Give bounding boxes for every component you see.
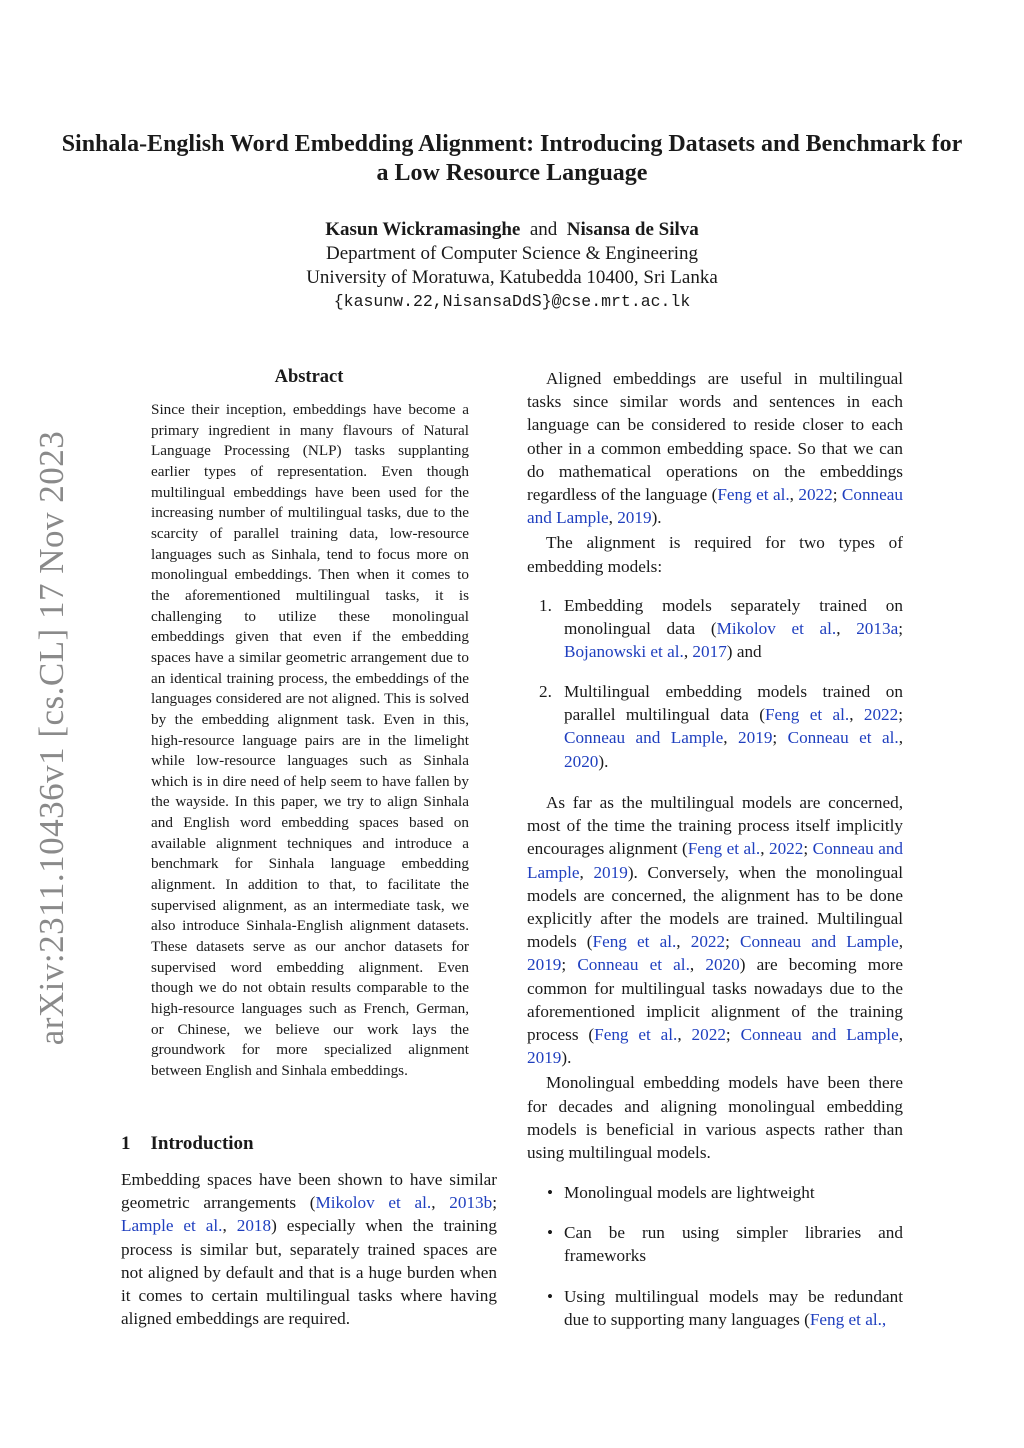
author-2: Nisansa de Silva <box>566 219 699 240</box>
bullet-item <box>527 1181 903 1204</box>
text-run: ; <box>803 839 813 859</box>
author-and: and <box>529 219 558 240</box>
text-run: , <box>849 705 864 725</box>
right-paragraph-4: Monolingual embedding models have been there for decades and aligning monolingual embedding models is beneficial in various aspects rather than using multilingual models. <box>527 1073 903 1163</box>
citation-link[interactable]: Feng et al. <box>687 839 761 859</box>
citation-link[interactable]: 2022 <box>691 1025 726 1045</box>
text-run: ; <box>772 728 788 748</box>
text-run: , <box>789 485 799 505</box>
text-run: , <box>677 1025 692 1045</box>
text-run: ; <box>725 932 741 952</box>
text-run: ). Conversely, when the monolingual models are concerned, the alignment has to be done explicitly after the models are trained. Multilingual models ( <box>527 862 903 952</box>
citation-link[interactable]: 2022 <box>690 932 726 952</box>
text-run: , <box>579 862 594 882</box>
text-run: As far as the multilingual models are concerned, most of the time the training process itself implicitly encourages alignment ( <box>527 793 903 859</box>
text-run: ) especially when the training process is similar but, separately trained spaces are not aligned by default and that is a huge burden when it comes to certain multilingual tasks where having aligned embeddings are required. <box>121 1216 497 1329</box>
citation-link[interactable]: Feng et al., <box>809 1310 887 1330</box>
bullet-item <box>527 1221 903 1267</box>
text-run: ) and <box>726 642 762 662</box>
text-run: ). <box>561 1048 572 1068</box>
citation-link[interactable]: 2019 <box>617 508 652 528</box>
citation-link[interactable]: Feng et al. <box>764 705 850 725</box>
text-run: , <box>898 1025 903 1045</box>
abstract-heading: Abstract <box>274 367 344 387</box>
email: {kasunw.22,NisansaDdS}@cse.mrt.ac.lk <box>333 292 691 311</box>
list-item <box>527 594 903 664</box>
citation-link[interactable]: Conneau and Lample <box>740 932 899 952</box>
citation-link[interactable]: Mikolov et al. <box>315 1193 432 1213</box>
list-marker: 1. <box>539 596 552 615</box>
citation-link[interactable]: Conneau and Lample <box>564 728 724 748</box>
text-run: ). <box>651 508 662 528</box>
citation-link[interactable]: Conneau and Lample <box>527 485 904 528</box>
arxiv-sidebar-id: arXiv:2311.10436v1 [cs.CL] 17 Nov 2023 <box>32 430 71 1046</box>
citation-link[interactable]: Bojanowski et al. <box>564 642 684 662</box>
citation-link[interactable]: Lample et al. <box>121 1216 223 1236</box>
text-run: ) are becoming more common for multilingual tasks nowadays due to the aforementioned implicit alignment of the training process ( <box>527 955 904 1045</box>
citation-link[interactable]: 2020 <box>564 751 599 771</box>
text-run: Multilingual embedding models trained on parallel multilingual data ( <box>564 682 903 725</box>
text-run: , <box>898 728 903 748</box>
bullet-marker: • <box>547 1183 554 1202</box>
text-run: , <box>431 1193 450 1213</box>
author-1: Kasun Wickramasinghe <box>325 219 521 240</box>
text-run: , <box>760 839 769 859</box>
text-run: Aligned embeddings are useful in multilingual tasks since similar words and sentences in each language can be considered to reside closer to each other in a common embedding space. So that we can do mathematical operations on the embeddings regardless of the language ( <box>527 369 903 505</box>
text-run: Using multilingual models may be redundant due to supporting many languages ( <box>564 1287 903 1330</box>
right-paragraph-1 <box>527 367 903 578</box>
citation-link[interactable]: 2022 <box>863 705 899 725</box>
text-run: Embedding models separately trained on monolingual data ( <box>564 596 903 639</box>
citation-link[interactable]: 2018 <box>236 1216 272 1236</box>
citation-link[interactable]: 2022 <box>798 485 833 505</box>
right-paragraph-3 <box>527 791 903 1164</box>
list-marker: 2. <box>539 682 552 701</box>
text-run: , <box>689 955 706 975</box>
section-heading-introduction <box>121 1133 254 1155</box>
citation-link[interactable]: Conneau and Lample <box>527 839 904 882</box>
citation-link[interactable]: 2013a <box>856 619 899 639</box>
section-title: Introduction <box>150 1133 254 1154</box>
text-run: , <box>723 728 739 748</box>
author-block <box>60 218 964 314</box>
text-run: ). <box>598 751 609 771</box>
citation-link[interactable]: Conneau and Lample <box>740 1025 899 1045</box>
citation-link[interactable]: 2019 <box>527 1048 562 1068</box>
intro-paragraph-1 <box>121 1168 497 1330</box>
text-run: , <box>222 1216 237 1236</box>
citation-link[interactable]: 2019 <box>593 862 628 882</box>
abstract-text: Since their inception, embeddings have become a primary ingredient in many flavours of Natural Language Processing (NLP) tasks supplanting earlier types of representation. Even though multilingual embeddings have been used for the increasing number of multilingual tasks, due to the scarcity of parallel training data, low-resource languages such as Sinhala, tend to focus more on monolingual embeddings. Then when it comes to the aforementioned multilingual tasks, it is challenging to utilize these monolingual embeddings given that even if the embedding spaces have a similar geometric arrangement due to an identical training process, the embeddings of the languages considered are not aligned. This is solved by the embedding alignment task. Even in this, high-resource language pairs are in the limelight while low-resource languages such as Sinhala which is in dire need of help seem to have fallen by the wayside. In this paper, we try to align Sinhala and English word embedding spaces based on available alignment techniques and introduce a benchmark for Sinhala language embedding alignment. In addition to that, to facilitate the supervised alignment, as an intermediate task, we also introduce Sinhala-English alignment datasets. These datasets serve as our anchor datasets for supervised word embedding alignment. Even though we do not obtain results comparable to the high-resource languages such as French, German, or Chinese, we believe our work lays the groundwork for more specialized alignment between English and Sinhala embeddings. <box>151 401 469 1079</box>
department: Department of Computer Science & Engineering <box>326 243 698 264</box>
bullet-text: Can be run using simpler libraries and frameworks <box>564 1223 903 1266</box>
citation-link[interactable]: Feng et al. <box>594 1025 678 1045</box>
citation-link[interactable]: 2020 <box>705 955 740 975</box>
citation-link[interactable]: Feng et al. <box>717 485 790 505</box>
text-run: , <box>898 932 903 952</box>
paper-title: Sinhala-English Word Embedding Alignment: Introducing Datasets and Benchmark for a Low Resource Language <box>61 131 963 186</box>
text-run: ; <box>561 955 578 975</box>
university: University of Moratuwa, Katubedda 10400, Sri Lanka <box>306 267 718 288</box>
text-run: , <box>836 619 857 639</box>
citation-link[interactable]: 2017 <box>692 642 727 662</box>
citation-link[interactable]: 2022 <box>768 839 804 859</box>
citation-link[interactable]: 2013b <box>449 1193 493 1213</box>
citation-link[interactable]: Feng et al. <box>592 932 677 952</box>
text-run: , <box>676 932 691 952</box>
text-run: ; <box>898 619 903 639</box>
bullet-marker: • <box>547 1223 554 1242</box>
text-run: ; <box>832 485 842 505</box>
text-run: ; <box>898 705 903 725</box>
text-run: , <box>608 508 618 528</box>
citation-link[interactable]: 2019 <box>738 728 773 748</box>
right-paragraph-2: The alignment is required for two types of embedding models: <box>527 533 903 576</box>
bullet-marker: • <box>547 1287 554 1306</box>
citation-link[interactable]: Conneau et al. <box>577 955 690 975</box>
citation-link[interactable]: Mikolov et al. <box>716 619 837 639</box>
text-run: ; <box>492 1193 497 1213</box>
bullet-text: Monolingual models are lightweight <box>564 1183 815 1202</box>
citation-link[interactable]: 2019 <box>527 955 562 975</box>
text-run: , <box>683 642 693 662</box>
list-item <box>527 680 903 773</box>
bullet-item <box>527 1285 903 1331</box>
citation-link[interactable]: Conneau et al. <box>787 728 899 748</box>
text-run: ; <box>725 1025 741 1045</box>
text-run: Embedding spaces have been shown to have similar geometric arrangements ( <box>121 1170 497 1213</box>
section-number: 1 <box>121 1133 131 1154</box>
